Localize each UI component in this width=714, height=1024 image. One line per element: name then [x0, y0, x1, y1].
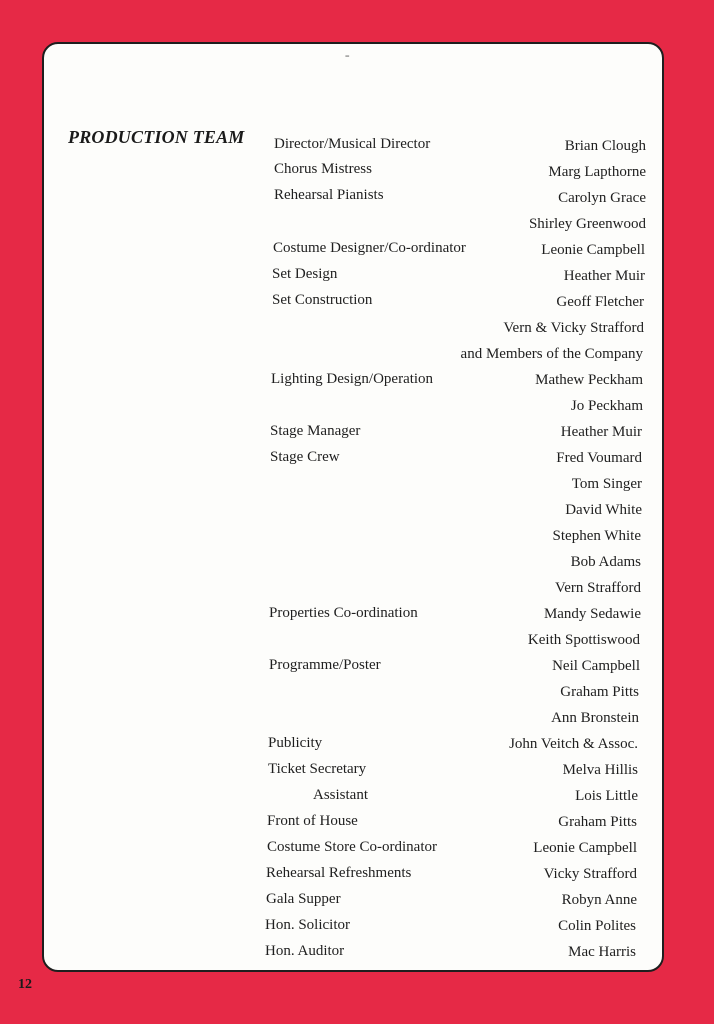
credit-name: Leonie Campbell — [541, 242, 645, 258]
credit-role: Chorus Mistress — [274, 161, 372, 177]
credit-name: Bob Adams — [570, 554, 641, 570]
credit-name: Vern & Vicky Strafford — [503, 320, 644, 336]
credit-role: Rehearsal Pianists — [274, 187, 384, 203]
page-mark: = — [345, 52, 350, 61]
credit-name: Vicky Strafford — [543, 866, 637, 882]
credit-name: Carolyn Grace — [558, 190, 646, 206]
credit-role: Lighting Design/Operation — [271, 371, 434, 387]
credit-role: Costume Designer/Co-ordinator — [273, 240, 466, 256]
section-heading: PRODUCTION TEAM — [68, 127, 245, 147]
credit-role: Stage Crew — [270, 449, 340, 465]
credit-name: Marg Lapthorne — [548, 164, 646, 180]
credit-name: Heather Muir — [560, 424, 642, 440]
credit-name: Leonie Campbell — [533, 840, 637, 856]
credit-name: Robyn Anne — [561, 892, 637, 908]
credit-role: Properties Co-ordination — [269, 605, 418, 621]
credit-name: Mandy Sedawie — [543, 606, 641, 622]
credit-name: Shirley Greenwood — [528, 216, 646, 232]
credit-role: Publicity — [268, 735, 323, 751]
credit-name: Stephen White — [552, 528, 641, 544]
credit-name: David White — [565, 502, 642, 518]
credit-role: Set Construction — [272, 292, 373, 308]
credit-role: Set Design — [272, 266, 338, 282]
credit-name: Keith Spottiswood — [527, 632, 640, 648]
credit-name: Melva Hillis — [562, 762, 638, 778]
credit-name: Jo Peckham — [570, 398, 643, 414]
credit-role: Hon. Solicitor — [265, 917, 350, 933]
credit-name: Graham Pitts — [558, 814, 637, 830]
credit-name: Lois Little — [575, 788, 638, 804]
credit-role: Hon. Auditor — [265, 943, 345, 959]
credit-name: Graham Pitts — [560, 684, 639, 700]
credit-role: Costume Store Co-ordinator — [267, 839, 437, 855]
credit-role: Assistant — [313, 787, 369, 803]
credit-name: Mathew Peckham — [535, 372, 643, 388]
credit-name: and Members of the Company — [460, 346, 643, 362]
credit-name: Tom Singer — [571, 476, 642, 492]
credit-role: Director/Musical Director — [274, 136, 431, 152]
credit-name: John Veitch & Assoc. — [509, 736, 638, 752]
credit-name: Fred Voumard — [556, 450, 642, 466]
credit-name: Geoff Fletcher — [556, 294, 644, 310]
credit-name: Vern Strafford — [555, 580, 641, 596]
credit-role: Front of House — [267, 813, 358, 829]
credit-role: Gala Supper — [266, 891, 341, 907]
credit-role: Ticket Secretary — [268, 761, 367, 777]
credit-name: Neil Campbell — [552, 658, 640, 674]
credit-role: Programme/Poster — [269, 657, 381, 673]
credit-role: Stage Manager — [270, 423, 361, 439]
credit-role: Rehearsal Refreshments — [266, 865, 412, 881]
credit-name: Mac Harris — [568, 944, 636, 960]
credit-name: Brian Clough — [564, 138, 646, 154]
credit-name: Heather Muir — [563, 268, 645, 284]
page-number: 12 — [18, 977, 32, 992]
credit-name: Colin Polites — [558, 918, 636, 934]
credit-name: Ann Bronstein — [551, 710, 639, 726]
